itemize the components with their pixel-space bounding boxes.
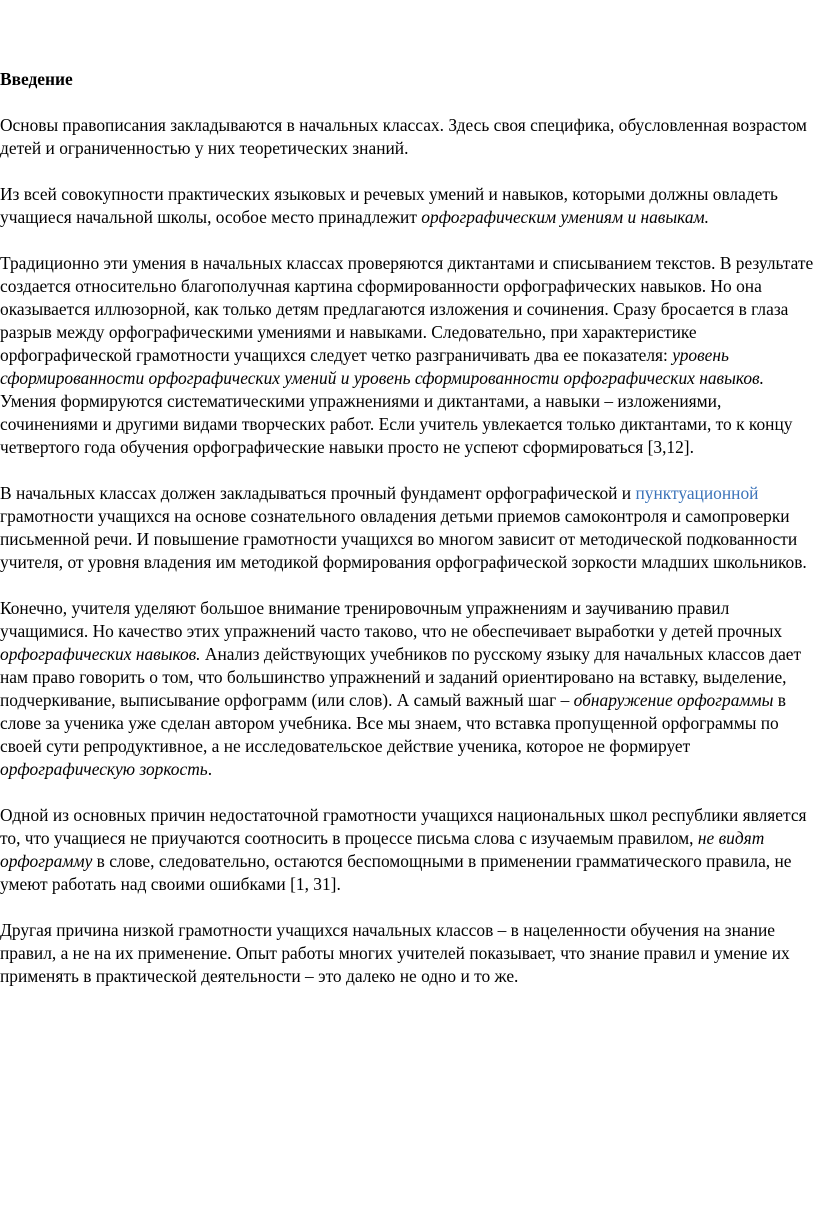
paragraph-5: [0, 597, 816, 781]
paragraph-2-emphasis: орфографическим умениям и навыкам.: [421, 207, 709, 227]
paragraph-3-text-1: Традиционно эти умения в начальных классах проверяются диктантами и списыванием текстов. В результате создается относительно благополучная картина сформированности орфографических навыков. Но она оказывается иллюзорной, как только детям предлагаются изложения и сочинения. Сразу бросается в глаза разрыв между орфографическими умениями и навыками. Следовательно, при характеристике орфографической грамотности учащихся следует четко разграничивать два ее показателя:: [0, 253, 814, 365]
section-heading: Введение: [0, 69, 73, 89]
punctuation-link[interactable]: пунктуационной: [635, 483, 759, 503]
paragraph-2-text: Из всей совокупности практических языковых и речевых умений и навыков, которыми должны овладеть учащиеся начальной школы, особое место принадлежит: [0, 184, 778, 227]
paragraph-3: [0, 252, 816, 459]
paragraph-6-text-2: в слове, следовательно, остаются беспомощными в применении грамматического правила, не умеют работать над своими ошибками [1, 31].: [0, 851, 792, 894]
paragraph-5-emphasis-2: обнаружение орфограммы: [573, 690, 774, 710]
paragraph-3-emphasis: уровень сформированности орфографических умений и уровень сформированности орфографических навыков.: [0, 345, 764, 388]
paragraph-7: Другая причина низкой грамотности учащихся начальных классов – в нацеленности обучения на знание правил, а не на их применение. Опыт работы многих учителей показывает, что знание правил и умение их применять в практической деятельности – это далеко не одно и то же.: [0, 920, 790, 986]
document-body: [0, 68, 816, 1011]
paragraph-5-text-1: Конечно, учителя уделяют большое внимание тренировочным упражнениям и заучиванию правил учащимися. Но качество этих упражнений часто таково, что не обеспечивает выработки у детей прочных: [0, 598, 783, 641]
paragraph-4-text-1: В начальных классах должен закладываться прочный фундамент орфографической и: [0, 483, 636, 503]
paragraph-6: [0, 804, 816, 896]
paragraph-5-text-4: .: [207, 759, 213, 779]
paragraph-4-text-2: грамотности учащихся на основе сознательного овладения детьми приемов самоконтроля и самопроверки письменной речи. И повышение грамотности учащихся во многом зависит от методической подкованности учителя, от уровня владения им методикой формирования орфографической зоркости младших школьников.: [0, 506, 807, 572]
paragraph-6-text-1: Одной из основных причин недостаточной грамотности учащихся национальных школ республики является то, что учащиеся не приучаются соотносить в процессе письма слова с изучаемым правилом,: [0, 805, 807, 848]
paragraph-2: [0, 183, 816, 229]
paragraph-5-text-2: Анализ действующих учебников по русскому языку для начальных классов дает нам право говорить о том, что большинство упражнений и заданий ориентировано на вставку, выделение, подчеркивание, выписывание орфограмм (или слов). А самый важный шаг –: [0, 644, 802, 710]
paragraph-1: Основы правописания закладываются в начальных классах. Здесь своя специфика, обусловленная возрастом детей и ограниченностью у них теоретических знаний.: [0, 115, 807, 158]
paragraph-5-emphasis-1: орфографических навыков.: [0, 644, 201, 664]
paragraph-4: [0, 482, 816, 574]
paragraph-5-text-3: в слове за ученика уже сделан автором учебника. Все мы знаем, что вставка пропущенной орфограммы по своей сути репродуктивное, а не исследовательское действие ученика, которое не формирует: [0, 690, 786, 756]
paragraph-5-emphasis-3: орфографическую зоркость: [0, 759, 208, 779]
paragraph-3-text-2: Умения формируются систематическими упражнениями и диктантами, а навыки – изложениями, сочинениями и другими видами творческих работ. Если учитель увлекается только диктантами, то к концу четвертого года обучения орфографические навыки просто не успеют сформироваться [3,12].: [0, 391, 793, 457]
paragraph-6-emphasis: не видят орфограмму: [0, 828, 765, 871]
